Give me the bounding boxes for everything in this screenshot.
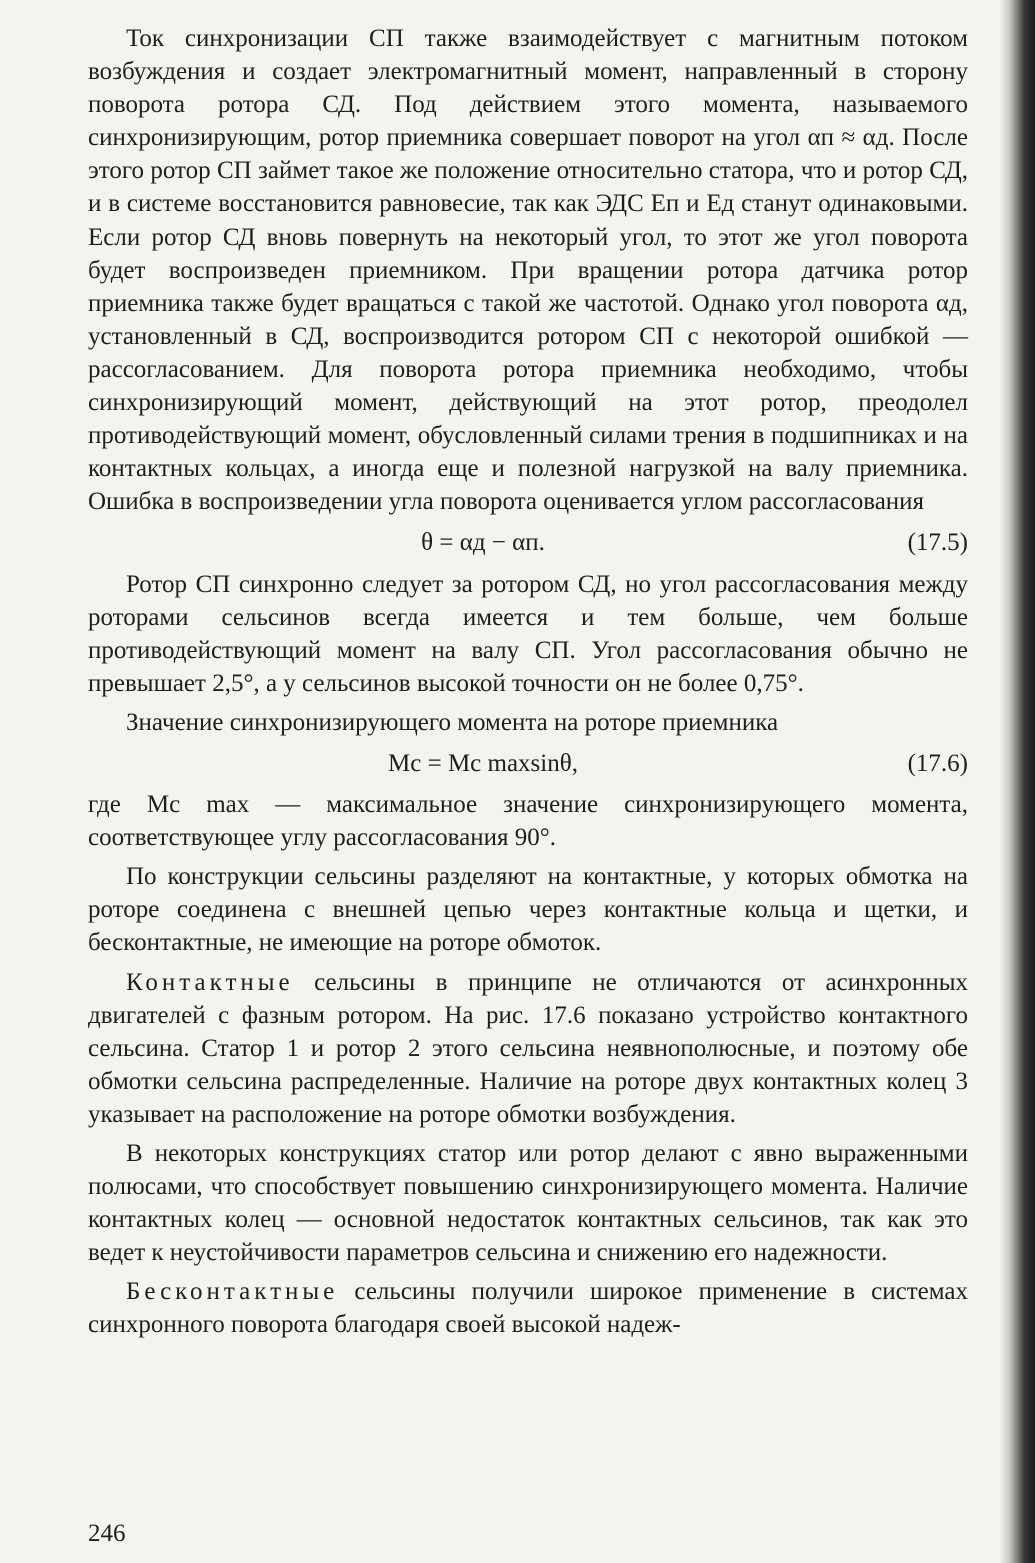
paragraph-3: Значение синхронизирующего момента на роторе приемника	[126, 708, 779, 736]
equation-formula: θ = αд − αп.	[421, 529, 545, 557]
paragraph-1: Ток синхронизации СП также взаимодействует с магнитным потоком возбуждения и создает электромагнитный момент, направленный в сторону поворота ротора СД. Под действием этого момента, называемого синхронизирующим, ротор приемника совершает поворот на угол αп ≈ αд. После этого ротор СП займет такое же положение относительно статора, что и ротор СД, и в системе восстановится равновесие, так как ЭДС Eп и Eд станут одинаковыми. Если ротор СД вновь повернуть на некоторый угол, то этот же угол поворота будет воспроизведен приемником. При вращении ротора датчика ротор приемника также будет вращаться с такой же частотой. Однако угол поворота αд, установленный в СД, воспроизводится ротором СП с некоторой ошибкой — рассогласованием. Для поворота ротора приемника необходимо, чтобы синхронизирующий момент, действующий на этот ротор, преодолел противодействующий момент, обусловленный силами трения в подшипниках и на контактных кольцах, а иногда еще и полезной нагрузкой на валу приемника. Ошибка в воспроизведении угла поворота оценивается углом рассогласования	[88, 25, 968, 516]
page-number: 246	[88, 1520, 126, 1547]
spaced-term: Контактные	[126, 968, 294, 996]
paragraph-8	[88, 1275, 968, 1341]
paragraph-text: сельсины получили широкое применение в системах синхронного поворота благодаря своей высокой надеж-	[88, 1278, 968, 1339]
paragraph-2: Ротор СП синхронно следует за ротором СД, но угол рассогласования между роторами сельсинов всегда имеется и тем больше, чем больше противодействующий момент на валу СП. Угол рассогласования обычно не превышает 2,5°, а у сельсинов высокой точности он не более 0,75°.	[88, 570, 968, 697]
paragraph-4: где Mс max — максимальное значение синхронизирующего момента, соответствующее углу рассогласования 90°.	[88, 791, 968, 852]
spaced-term: Бесконтактные	[126, 1278, 339, 1306]
equation-number: (17.5)	[907, 529, 968, 557]
page-body	[88, 22, 968, 1342]
paragraph-text: сельсины в принципе не отличаются от асинхронных двигателей с фазным ротором. На рис. 17.6 показано устройство контактного сельсина. Статор 1 и ротор 2 этого сельсина неявнополюсные, и поэтому обе обмотки сельсина распределенные. Наличие на роторе двух контактных колец 3 указывает на расположение на роторе обмотки возбуждения.	[88, 968, 968, 1128]
equation-number: (17.6)	[907, 749, 968, 777]
equation-17-6	[88, 747, 968, 780]
equation-formula: Mс = Mс maxsinθ,	[388, 749, 578, 777]
paragraph-5: По конструкции сельсины разделяют на контактные, у которых обмотка на роторе соединена с внешней цепью через контактные кольца и щетки, и бесконтактные, не имеющие на роторе обмоток.	[88, 863, 968, 957]
book-spine-shadow	[999, 0, 1035, 1563]
paragraph-6	[88, 966, 968, 1131]
paragraph-7: В некоторых конструкциях статор или ротор делают с явно выраженными полюсами, что способствует повышению синхронизирующего момента. Наличие контактных колец — основной недостаток контактных сельсинов, так как это ведет к неустойчивости параметров сельсина и снижению его надежности.	[88, 1140, 968, 1267]
equation-17-5	[88, 526, 968, 559]
